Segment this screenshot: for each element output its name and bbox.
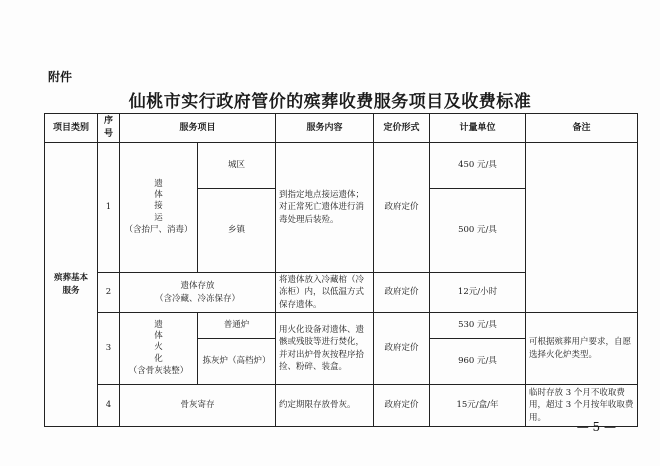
row4-remark: 临时存放 3 个月不收取费用，超过 3 个月按年收取费用。 xyxy=(526,385,638,427)
row2-number: 2 xyxy=(98,273,120,313)
table-row xyxy=(45,313,638,339)
row2-unit: 12元/小时 xyxy=(430,273,526,313)
row3-item-label: 遗 体 火 化 xyxy=(154,319,163,364)
document-title: 仙桃市实行政府管价的殡葬收费服务项目及收费标准 xyxy=(128,92,532,112)
row2-content: 将遗体放入冷藏棺（冷冻柜）内，以低温方式保存遗体。 xyxy=(276,273,374,313)
row3-content: 用火化设备对遗体、遗骸或残肢等进行焚化，并对出炉骨灰按程序拾捡、粉碎、装盒。 xyxy=(276,313,374,385)
row1-content: 到指定地点接运遗体；对正常死亡遗体进行消毒处理后装殓。 xyxy=(276,143,374,273)
header-category: 项目类别 xyxy=(45,114,98,143)
header-unit: 计量单位 xyxy=(430,114,526,143)
row3-sub-b: 拣灰炉（高档炉） xyxy=(198,339,276,385)
row3-pricing: 政府定价 xyxy=(374,313,430,385)
row2-item xyxy=(120,273,276,313)
row1-pricing: 政府定价 xyxy=(374,143,430,273)
row3-item xyxy=(120,313,198,385)
table-row xyxy=(45,143,638,189)
row1-unit-a: 450 元/具 xyxy=(430,143,526,189)
header-service-content: 服务内容 xyxy=(276,114,374,143)
row1-number: 1 xyxy=(98,143,120,273)
attachment-label: 附件 xyxy=(48,70,73,84)
row1-sub-b: 乡镇 xyxy=(198,189,276,273)
row1-unit-b: 500 元/具 xyxy=(430,189,526,273)
header-pricing: 定价形式 xyxy=(374,114,430,143)
row3-number: 3 xyxy=(98,313,120,385)
row2-item-note: （含冷藏、冷冻保存） xyxy=(155,293,241,304)
header-number: 序号 xyxy=(98,114,120,143)
row4-pricing: 政府定价 xyxy=(374,385,430,427)
row2-item-label: 遗体存放 xyxy=(180,281,215,292)
row4-unit: 15元/盒/年 xyxy=(430,385,526,427)
fee-table xyxy=(44,113,638,427)
row1-2-remark xyxy=(526,143,638,313)
category-cell xyxy=(45,143,98,427)
page-number: — 5 — xyxy=(576,420,616,434)
row3-item-note: （含骨灰装整） xyxy=(128,366,189,377)
header-row xyxy=(45,114,638,143)
row4-item: 骨灰寄存 xyxy=(120,385,276,427)
row4-number: 4 xyxy=(98,385,120,427)
header-service-item: 服务项目 xyxy=(120,114,276,143)
row1-sub-a: 城区 xyxy=(198,143,276,189)
row3-unit-a: 530 元/具 xyxy=(430,313,526,339)
header-remark: 备注 xyxy=(526,114,638,143)
row3-unit-b: 960 元/具 xyxy=(430,339,526,385)
row4-content: 约定期限存放骨灰。 xyxy=(276,385,374,427)
row2-pricing: 政府定价 xyxy=(374,273,430,313)
row1-item xyxy=(120,143,198,273)
category-label: 殡葬基本 服务 xyxy=(53,273,88,296)
table-row xyxy=(45,385,638,427)
row3-remark: 可根据殡葬用户要求，自愿选择火化炉类型。 xyxy=(526,313,638,385)
row1-item-note: （含抬尸、消毒） xyxy=(124,225,193,236)
row1-item-label: 遗 体 接 运 xyxy=(154,178,163,223)
row3-sub-a: 普通炉 xyxy=(198,313,276,339)
